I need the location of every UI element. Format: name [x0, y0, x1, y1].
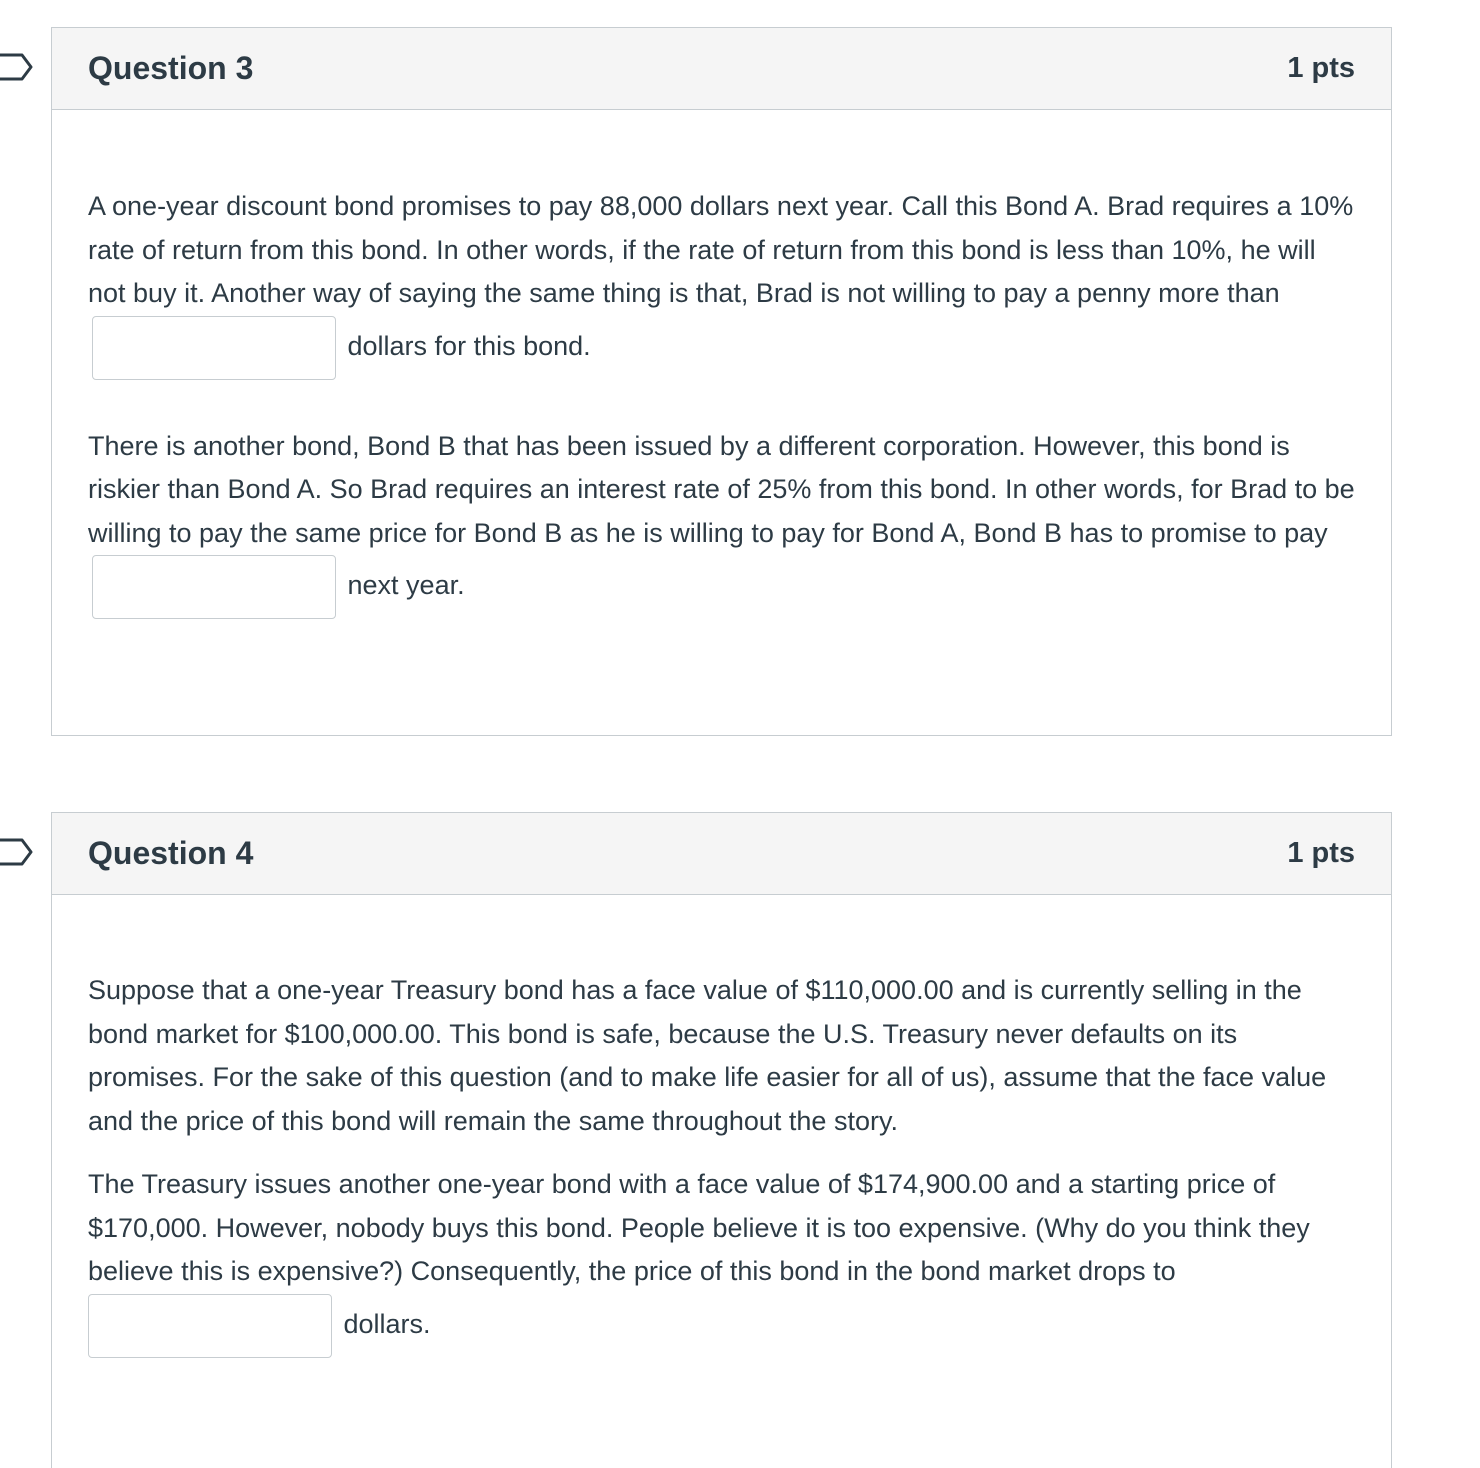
question-card [51, 812, 1392, 1468]
paragraph-text: The Treasury issues another one-year bond with a face value of $174,900.00 and a starting price of $170,000. However, nobody buys this bond. People believe it is too expensive. (Why do you think they believe this is expensive?) Consequently, the price of this bond in the bond market drops to [88, 1169, 1310, 1286]
question-paragraph: Suppose that a one-year Treasury bond has a face value of $110,000.00 and is currently selling in the bond market for $100,000.00. This bond is safe, because the U.S. Treasury never defaults on its promises. For the sake of this question (and to make life easier for all of us), assume that the face value and the price of this bond will remain the same throughout the story. [88, 975, 1327, 1136]
question-paragraph [88, 425, 1355, 620]
question-header [52, 813, 1391, 895]
answer-blank-input[interactable] [92, 555, 336, 619]
question-text [52, 110, 1391, 619]
flag-question-icon[interactable] [0, 837, 36, 867]
question-text [52, 895, 1391, 1358]
paragraph-text: There is another bond, Bond B that has been issued by a different corporation. However, this bond is riskier than Bond A. So Brad requires an interest rate of 25% from this bond. In other words, for Brad to be willing to pay the same price for Bond B as he is willing to pay for Bond A, Bond B has to promise to pay [88, 430, 1355, 548]
question-paragraph [88, 1163, 1355, 1358]
paragraph-text: dollars. [343, 1308, 431, 1339]
question-points: 1 pts [1287, 52, 1355, 84]
question-paragraph [88, 185, 1355, 380]
question-card [51, 27, 1392, 736]
question-title: Question 3 [88, 50, 254, 86]
question-title: Question 4 [88, 835, 254, 871]
paragraph-text: A one-year discount bond promises to pay 88,000 dollars next year. Call this Bond A. Brad requires a 10% rate of return from this bond. In other words, if the rate of return from this bond is less than 10%, he will not buy it. Another way of saying the same thing is that, Brad is not willing to pay a penny more than [88, 191, 1354, 308]
answer-blank-input[interactable] [92, 316, 336, 380]
flag-question-icon[interactable] [0, 52, 36, 82]
paragraph-text: dollars for this bond. [347, 330, 591, 361]
question-header [52, 28, 1391, 110]
question-points: 1 pts [1287, 837, 1355, 869]
answer-blank-input[interactable] [88, 1294, 332, 1358]
paragraph-text: next year. [347, 570, 465, 601]
